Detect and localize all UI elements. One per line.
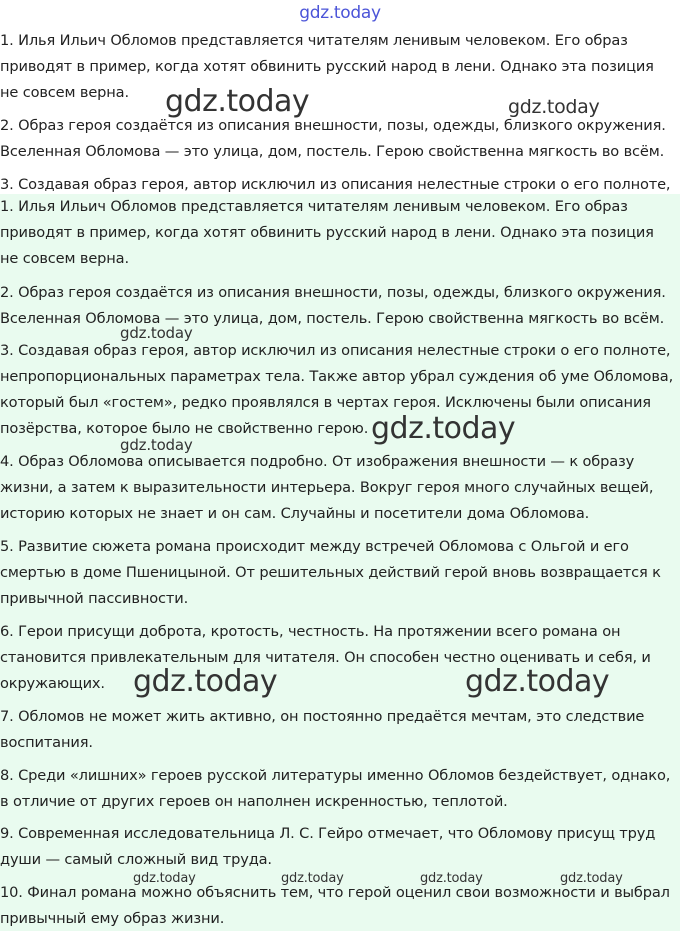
- watermark: gdz.today: [133, 871, 196, 886]
- answer-paragraph-2: 2. Образ героя создаётся из описания внешности, позы, одежды, близкого окружения. Вселенная Обломова — это улица, дом, постель. Герою свойственна мягкость во всём.: [0, 284, 666, 327]
- intro-paragraph-2: 2. Образ героя создаётся из описания внешности, позы, одежды, близкого окружения. Вселенная Обломова — это улица, дом, постель. Герою свойственна мягкость во всём.: [0, 117, 666, 160]
- watermark: gdz.today: [508, 96, 600, 118]
- answer-paragraph-7: 7. Обломов не может жить активно, он постоянно предаётся мечтам, это следствие воспитания.: [0, 708, 645, 751]
- watermark: gdz.today: [560, 871, 623, 886]
- watermark: gdz.today: [120, 436, 193, 454]
- answer-paragraph-1: 1. Илья Ильич Обломов представляется читателям ленивым человеком. Его образ приводят в пример, когда хотят обвинить русский народ в лени. Однако эта позиция не совсем верна.: [0, 198, 654, 267]
- answer-paragraph-10: 10. Финал романа можно объяснить тем, что герой оценил свои возможности и выбрал привычный ему образ жизни.: [0, 884, 670, 927]
- site-watermark-link[interactable]: gdz.today: [299, 3, 381, 23]
- answer-paragraph-5: 5. Развитие сюжета романа происходит между встречей Обломова с Ольгой и его смертью в доме Пшеницыной. От решительных действий герой вновь возвращается к привычной пассивности.: [0, 538, 661, 607]
- watermark: gdz.today: [133, 664, 278, 699]
- watermark: gdz.today: [420, 871, 483, 886]
- answer-paragraph-8: 8. Среди «лишних» героев русской литературы именно Обломов бездействует, однако, в отличие от других героев он наполнен искренностью, теплотой.: [0, 767, 671, 810]
- watermark: gdz.today: [281, 871, 344, 886]
- watermark: gdz.today: [465, 664, 610, 699]
- answer-paragraph-9: 9. Современная исследовательница Л. С. Гейро отмечает, что Обломову присущ труд души — самый сложный вид труда.: [0, 825, 656, 868]
- intro-paragraph-1: 1. Илья Ильич Обломов представляется читателям ленивым человеком. Его образ приводят в пример, когда хотят обвинить русский народ в лени. Однако эта позиция не совсем верна.: [0, 32, 654, 101]
- answer-paragraph-4: 4. Образ Обломова описывается подробно. От изображения внешности — к образу жизни, а затем к выразительности интерьера. Вокруг героя много случайных вещей, историю которых не знает и он сам. Случайны и посетители дома Обломова.: [0, 453, 654, 522]
- answer-paragraph-3: 3. Создавая образ героя, автор исключил из описания нелестные строки о его полноте, непропорциональных параметрах тела. Также автор убрал суждения об уме Обломова, который был «гостем», редко проявлялся в чертах героя. Исключены были описания позёрства, которое было не свойственно герою.: [0, 342, 674, 437]
- answer-paragraph-6: 6. Герои присущи доброта, кротость, честность. На протяжении всего романа он становится привлекательным для читателя. Он способен честно оценивать и себя, и окружающих.: [0, 623, 651, 692]
- watermark: gdz.today: [120, 324, 193, 342]
- watermark: gdz.today: [165, 84, 310, 119]
- intro-paragraph-3: 3. Создавая образ героя, автор исключил из описания нелестные строки о его полноте,: [0, 176, 671, 193]
- watermark: gdz.today: [371, 411, 516, 446]
